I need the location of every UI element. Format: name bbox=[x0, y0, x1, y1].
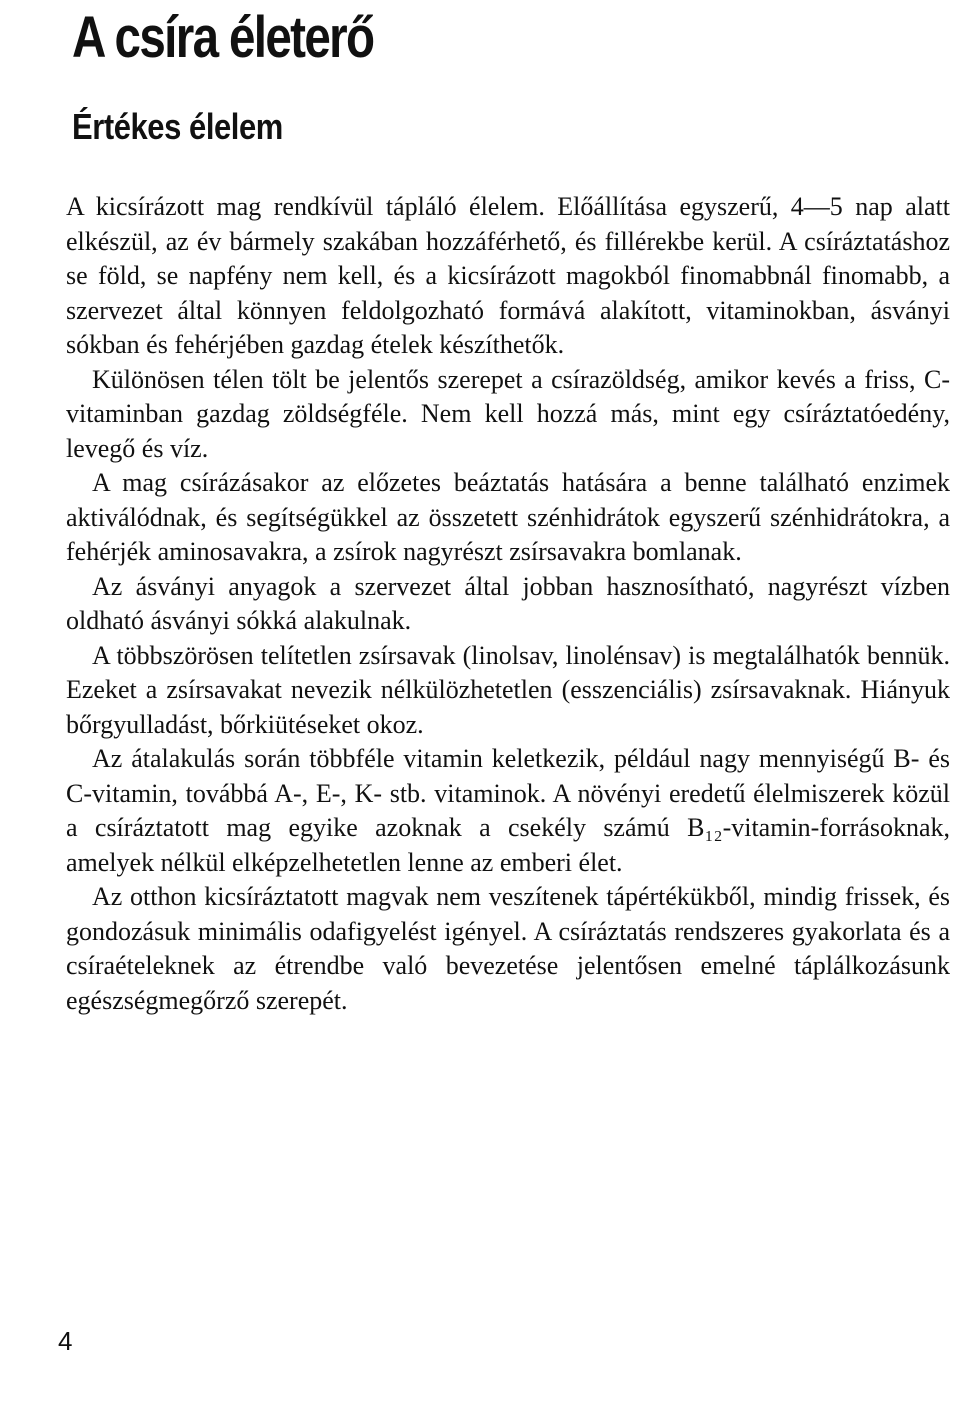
chapter-title: A csíra életerő bbox=[72, 5, 374, 70]
paragraph: Az otthon kicsíráztatott magvak nem veszítenek tápértékükből, mindig frissek, és gondozásuk minimális odafigyelést igényel. A csíráztatás rendszeres gyakorlata és a csíraételeknek az étrendbe való bevezetése jelentősen emelné táplálkozásunk egészségmegőrző szerepét. bbox=[66, 882, 950, 1015]
paragraph: A többszörösen telítetlen zsírsavak (linolsav, linolénsav) is megtalálhatók bennük. Ezeket a zsírsavakat nevezik nélkülözhetetlen (esszenciális) zsírsavaknak. Hiányuk bőrgyulladást, bőrkiütéseket okoz. bbox=[66, 640, 950, 739]
paragraph: Az ásványi anyagok a szervezet által jobban hasznosítható, nagyrészt vízben oldható ásványi sókká alakulnak. bbox=[66, 571, 950, 635]
section-heading: Értékes élelem bbox=[72, 106, 283, 147]
paragraph: Különösen télen tölt be jelentős szerepet a csírazöldség, amikor kevés a friss, C-vitaminban gazdag zöldségféle. Nem kell hozzá más, mint egy csíráztatóedény, levegő és víz. bbox=[66, 364, 950, 463]
paragraph: Az átalakulás során többféle vitamin keletkezik, például nagy mennyiségű B- és C-vitamin, továbbá A-, E-, K- stb. vitaminok. A növényi eredetű élelmiszerek közül a csíráztatott mag egyike azoknak a csekély számú B₁₂-vitamin-forrásoknak, amelyek nélkül elképzelhetetlen lenne az emberi élet. bbox=[66, 744, 950, 877]
paragraph: A kicsírázott mag rendkívül tápláló élelem. Előállítása egyszerű, 4—5 nap alatt elkészül, az év bármely szakában hozzáférhető, és fillérekbe kerül. A csíráztatáshoz se föld, se napfény nem kell, és a kicsírázott magokból finomabbnál finomabb, a szervezet által könnyen feldolgozható formává alakított, vitaminokban, ásványi sókban és fehérjében gazdag ételek készíthetők. bbox=[66, 192, 950, 359]
body-text bbox=[66, 190, 950, 1018]
page-number: 4 bbox=[58, 1326, 73, 1356]
paragraph: A mag csírázásakor az előzetes beáztatás hatására a benne található enzimek aktiválódnak, és segítségükkel az összetett szénhidrátok egyszerű szénhidrátokra, a fehérjék aminosavakra, a zsírok nagyrészt zsírsavakra bomlanak. bbox=[66, 468, 950, 566]
